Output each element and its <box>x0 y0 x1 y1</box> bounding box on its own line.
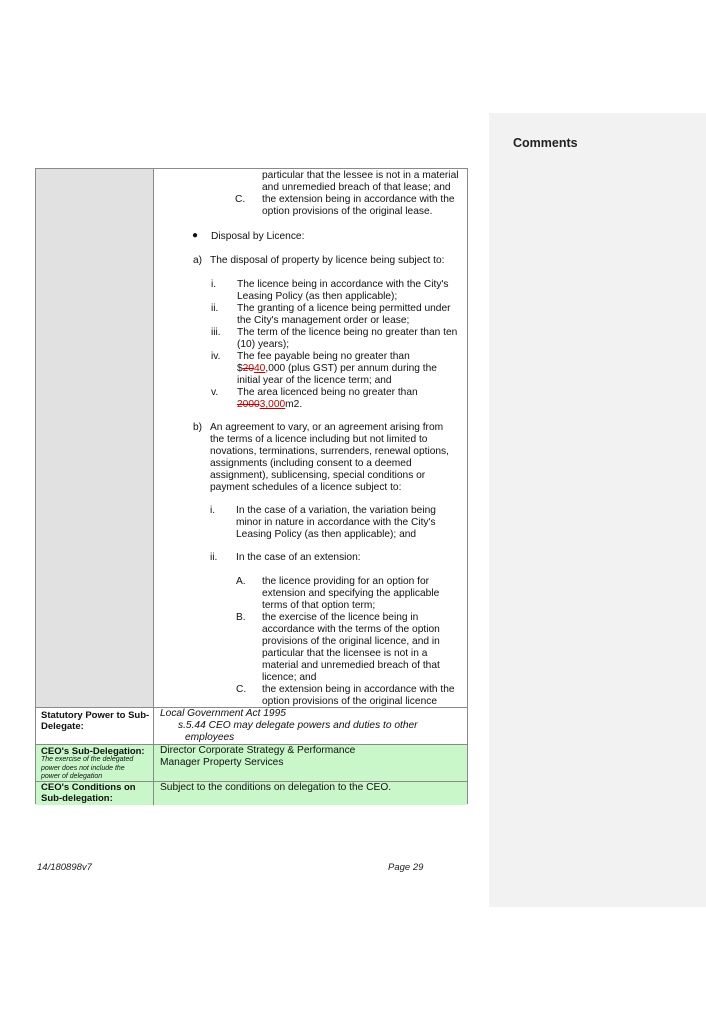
fee-line <box>237 363 437 375</box>
area-line <box>237 399 302 411</box>
table-row-conditions <box>36 169 467 707</box>
list-marker: ii. <box>210 552 218 563</box>
list-marker: v. <box>211 387 219 398</box>
table-row-statutory-power <box>36 707 467 745</box>
conditions-text: Subject to the conditions on delegation to the CEO. <box>160 782 392 793</box>
row-label: Sub-delegation: <box>41 793 113 804</box>
tracked-deletion: 20 <box>242 363 255 374</box>
list-text: In the case of a variation, the variation being <box>236 505 436 516</box>
list-text: The disposal of property by licence being subject to: <box>210 255 445 266</box>
list-text: initial year of the licence term; and <box>237 375 392 386</box>
list-marker: B. <box>236 612 246 623</box>
list-text: particular that the licensee is not in a <box>262 648 428 659</box>
list-text: and unremedied breach of that lease; and <box>262 182 451 193</box>
list-text: The area licenced being no greater than <box>237 387 418 398</box>
list-text: novations, terminations, surrenders, renewal options, <box>210 446 449 457</box>
row-label: Delegate: <box>41 721 84 732</box>
row-content-cell <box>154 745 467 782</box>
list-text: provisions of the original licence, and in <box>262 636 440 647</box>
list-text: The granting of a licence being permitted under <box>237 303 451 314</box>
list-marker: a) <box>193 255 203 266</box>
list-text: An agreement to vary, or an agreement arising from <box>210 422 444 433</box>
list-marker: A. <box>236 576 246 587</box>
list-text: Leasing Policy (as then applicable); and <box>236 529 417 540</box>
table-row-conditions-sub-delegation <box>36 781 467 805</box>
delegate-name: Director Corporate Strategy & Performance <box>160 745 356 756</box>
row-note: The exercise of the delegated <box>41 756 134 763</box>
list-text: The licence being in accordance with the City's <box>237 279 449 290</box>
row-label: Statutory Power to Sub- <box>41 710 150 721</box>
document-reference: 14/180898v7 <box>37 862 92 873</box>
list-text: the licence providing for an option for <box>262 576 430 587</box>
comments-pane <box>489 113 706 907</box>
list-text: particular that the lessee is not in a material <box>262 170 459 181</box>
section-text: employees <box>185 732 235 743</box>
list-text: the terms of a licence including but not limited to <box>210 434 428 445</box>
row-note: power does not include the <box>41 764 125 772</box>
row-label-cell <box>36 745 154 782</box>
bullet-icon: ● <box>192 230 199 241</box>
list-text: the extension being in accordance with the <box>262 194 455 205</box>
row-content-cell <box>154 708 467 745</box>
list-text: extension and specifying the applicable <box>262 588 440 599</box>
list-text: the extension being in accordance with the <box>262 684 455 695</box>
list-marker: ii. <box>211 303 219 314</box>
list-marker: C. <box>236 684 247 695</box>
act-title: Local Government Act 1995 <box>160 708 286 719</box>
list-marker: C. <box>235 194 246 205</box>
list-text: minor in nature in accordance with the City's <box>236 517 436 528</box>
row-content-cell <box>154 782 467 805</box>
text-run: $ <box>237 363 243 374</box>
row-label-cell <box>36 782 154 805</box>
list-text: the City's management order or lease; <box>237 315 410 326</box>
tracked-insertion: 40 <box>254 363 266 374</box>
row-label-cell <box>36 708 154 745</box>
delegation-table <box>35 168 468 804</box>
list-marker: i. <box>210 505 216 516</box>
list-text: assignments (including consent to a deemed <box>210 458 412 469</box>
comments-pane-title: Comments <box>513 136 578 150</box>
section-text: s.5.44 CEO may delegate powers and duties to other <box>178 720 418 731</box>
list-text: material and unremedied breach of that <box>262 660 440 671</box>
list-text: accordance with the terms of the option <box>262 624 440 635</box>
list-text: The fee payable being no greater than <box>237 351 410 362</box>
row-label: CEO's Sub-Delegation: <box>41 746 145 757</box>
list-text: licence; and <box>262 672 317 683</box>
row-label-cell <box>36 169 154 707</box>
page-number: Page 29 <box>388 862 424 873</box>
section-heading: Disposal by Licence: <box>211 231 305 242</box>
list-text: terms of that option term; <box>262 600 376 611</box>
text-run: ,000 (plus GST) per annum during the <box>265 363 437 374</box>
list-text: The term of the licence being no greater than ten <box>237 327 458 338</box>
text-run: m2. <box>285 399 303 410</box>
list-text: option provisions of the original lease. <box>262 206 433 217</box>
list-text: option provisions of the original licence <box>262 696 437 707</box>
row-content-cell <box>154 169 467 707</box>
row-note: power of delegation <box>41 773 103 780</box>
delegate-name: Manager Property Services <box>160 757 284 768</box>
list-marker: b) <box>193 422 203 433</box>
list-text: (10) years); <box>237 339 290 350</box>
list-marker: i. <box>211 279 217 290</box>
list-text: payment schedules of a licence subject to: <box>210 482 402 493</box>
list-text: Leasing Policy (as then applicable); <box>237 291 398 302</box>
table-row-sub-delegation <box>36 744 467 782</box>
list-text: the exercise of the licence being in <box>262 612 419 623</box>
list-marker: iv. <box>211 351 221 362</box>
tracked-deletion: 2000 <box>237 399 260 410</box>
list-text: assignment), sublicensing, special conditions or <box>210 470 426 481</box>
list-marker: iii. <box>211 327 221 338</box>
row-label: CEO's Conditions on <box>41 782 136 793</box>
list-text: In the case of an extension: <box>236 552 361 563</box>
tracked-insertion: 3,000 <box>259 399 286 410</box>
